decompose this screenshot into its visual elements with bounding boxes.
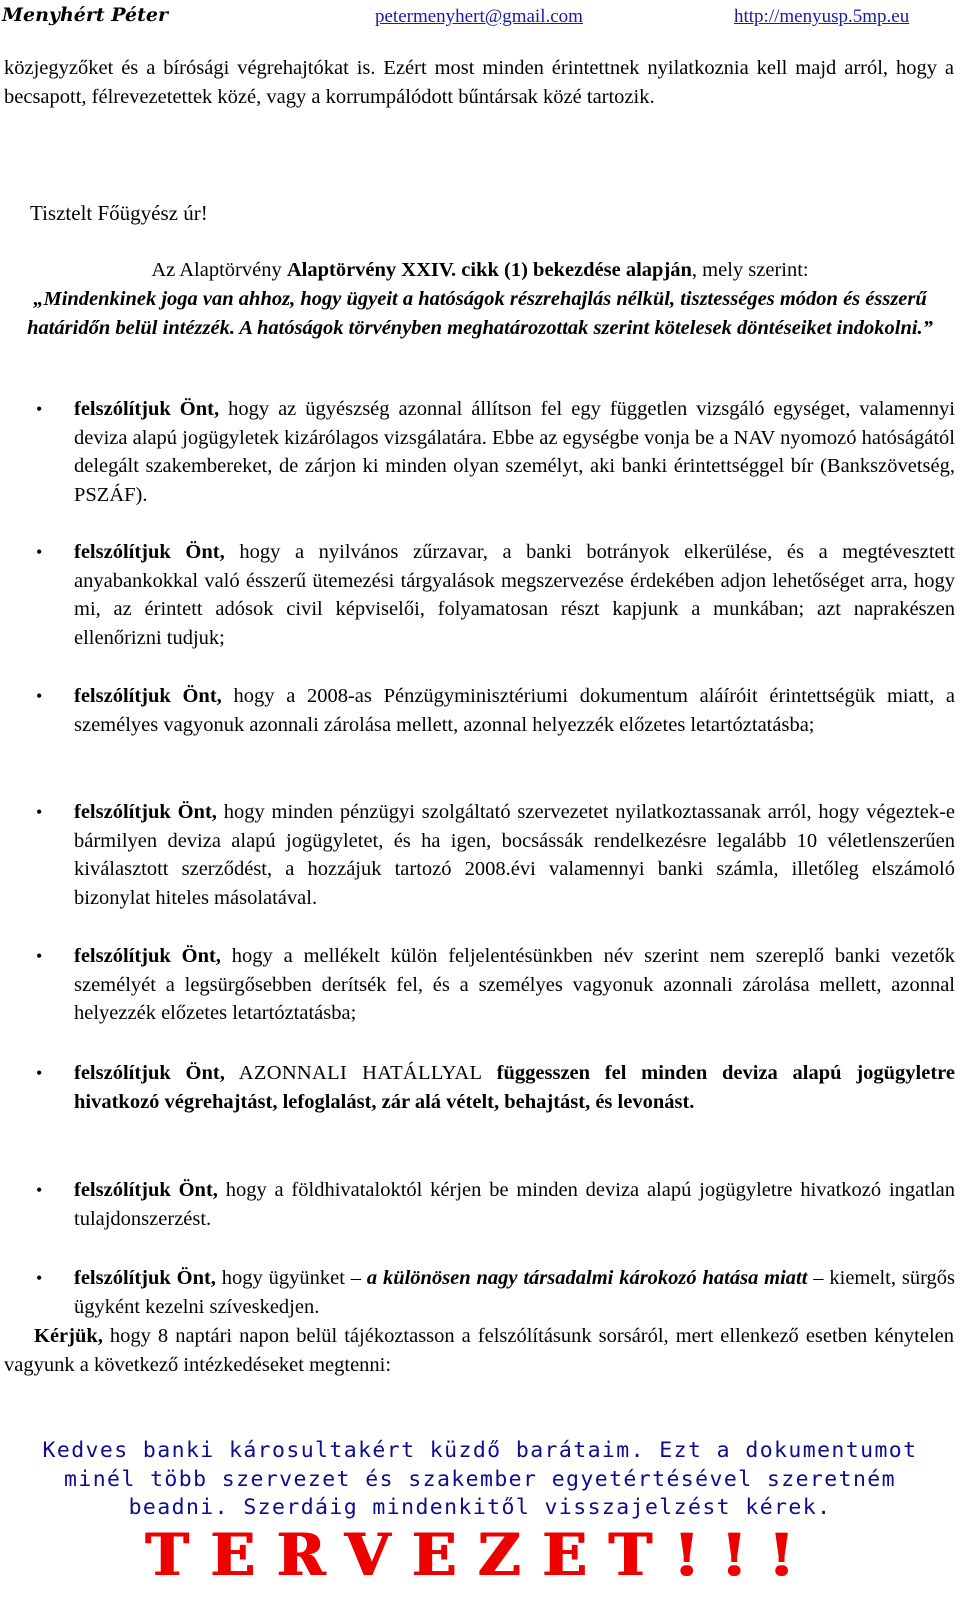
- closing-lead: Kérjük,: [34, 1325, 103, 1347]
- demand-emphasis: a különösen nagy társadalmi károkozó hatása miatt: [366, 1267, 808, 1289]
- bullet-icon: •: [36, 946, 43, 966]
- article-quote: „Mindenkinek joga van ahhoz, hogy ügyeit a hatóságok részrehajlás nélkül, tisztességes módon és ésszerű határidőn belül intézzék. A hatóságok törvényben meghatározottak szerint kötelesek döntéseiket indokolni.”: [27, 288, 933, 339]
- demand-text: hogy minden pénzügyi szolgáltató szervezetet nyilatkoztassanak arról, hogy végeztek-e bármilyen deviza alapú jogügyletet, és ha igen, bocsássák rendelkezésre legalább 10 véletlenszerűen kiválasztott szerződést, a hozzájuk tartozó 2008.évi valamennyi banki számla, illetőleg elszámoló bizonylat hiteles másolatával.: [74, 801, 955, 909]
- demand-lead: felszólítjuk Önt,: [74, 1179, 218, 1201]
- demand-text: hogy az ügyészség azonnal állítson fel egy független vizsgáló egységet, valamennyi deviza alapú jogügyletek kizárólagos vizsgálatára. Ebbe az egységbe vonja be a NAV nyomozó hatóságától delegált szakembereket, de zárjon ki minden olyan személyt, aki banki érintettséggel bír (Bankszövetség, PSZÁF).: [74, 398, 956, 506]
- demand-lead: felszólítjuk Önt,: [74, 398, 220, 420]
- demand-tail: – kiemelt, sürgős ügyként kezelni szíveskedjen.: [74, 1267, 955, 1318]
- email-link[interactable]: petermenyhert@gmail.com: [375, 6, 583, 27]
- draft-stamp: TERVEZET!!!: [144, 1521, 816, 1589]
- demand-caps: AZONNALI HATÁLLYAL: [224, 1062, 497, 1084]
- demand-item: [36, 1176, 955, 1233]
- demand-lead: felszólítjuk Önt,: [74, 1062, 225, 1084]
- demand-item: [36, 682, 956, 739]
- bullet-icon: •: [36, 399, 43, 419]
- demand-item: [36, 1059, 955, 1116]
- article-prefix: Az Alaptörvény: [151, 259, 287, 281]
- demand-item: [36, 538, 956, 652]
- demand-item: [36, 942, 955, 1028]
- closing-text: hogy 8 naptári napon belül tájékoztasson a felszólításunk sorsáról, mert ellenkező esetben kénytelen vagyunk a következő intézkedéseket megtenni:: [4, 1325, 954, 1376]
- demand-lead: felszólítjuk Önt,: [74, 541, 225, 563]
- page-header: [0, 0, 960, 34]
- article-suffix: , mely szerint:: [691, 259, 809, 281]
- constitution-article: [20, 256, 940, 343]
- author-name: Menyhért Péter: [2, 4, 169, 26]
- demand-item: [36, 1264, 955, 1321]
- bullet-icon: •: [36, 802, 43, 822]
- demand-item: [36, 395, 956, 509]
- bullet-icon: •: [36, 1268, 43, 1288]
- bullet-icon: •: [36, 1180, 43, 1200]
- demand-bold-text: függesszen fel minden deviza alapú jogügyletre hivatkozó végrehajtást, lefoglalást, zár alá vételt, behajtást, és levonást.: [74, 1062, 955, 1113]
- footer-note: Kedves banki károsultakért küzdő barátaim. Ezt a dokumentumot minél több szervezet és szakember egyetértésével szeretném beadni. Szerdáig mindenkitől visszajelzést kérek.: [42, 1438, 918, 1520]
- demand-text: hogy a nyilvános zűrzavar, a banki botrányok elkerülése, és a megtévesztett anyabankokkal való ésszerű ütemezési tárgyalások megszervezése érdekében adjon lehetőséget arra, hogy mi, az érintett adósok civil képviselői, folyamatosan részt kapjunk a munkában; azt naprakészen ellenőrizni tudjuk;: [74, 541, 956, 649]
- closing-paragraph: [4, 1322, 954, 1379]
- demand-item: [36, 798, 955, 912]
- website-link[interactable]: http://menyusp.5mp.eu: [734, 6, 910, 27]
- demand-lead: felszólítjuk Önt,: [74, 1267, 216, 1289]
- demand-text: hogy ügyünket –: [215, 1267, 367, 1289]
- demand-text: hogy a 2008-as Pénzügyminisztériumi dokumentum aláíróit érintettségük miatt, a személyes vagyonuk azonnali zárolása mellett, azonnal helyezzék előzetes letartóztatásba;: [74, 685, 956, 736]
- bullet-icon: •: [36, 542, 43, 562]
- demand-text: hogy a földhivataloktól kérjen be minden deviza alapú jogügyletre hivatkozó ingatlan tulajdonszerzést.: [74, 1179, 955, 1230]
- bullet-icon: •: [36, 686, 43, 706]
- demand-text: hogy a mellékelt külön feljelentésünkben név szerint nem szereplő banki vezetők személyét a legsürgősebben derítsék fel, és a személyes vagyonuk azonnali zárolása mellett, azonnal helyezzék előzetes letartóztatásba;: [74, 945, 955, 1024]
- intro-paragraph: közjegyzőket és a bírósági végrehajtókat is. Ezért most minden érintettnek nyilatkoznia kell majd arról, hogy a becsapott, félrevezetettek közé, vagy a korrumpálódott bűntársak közé tartozik.: [4, 57, 954, 108]
- demand-lead: felszólítjuk Önt,: [74, 685, 222, 707]
- demand-lead: felszólítjuk Önt,: [74, 801, 217, 823]
- demand-lead: felszólítjuk Önt,: [74, 945, 221, 967]
- article-reference: Alaptörvény XXIV. cikk (1) bekezdése alapján: [286, 259, 692, 281]
- bullet-icon: •: [36, 1063, 43, 1083]
- greeting: Tisztelt Főügyész úr!: [30, 201, 208, 225]
